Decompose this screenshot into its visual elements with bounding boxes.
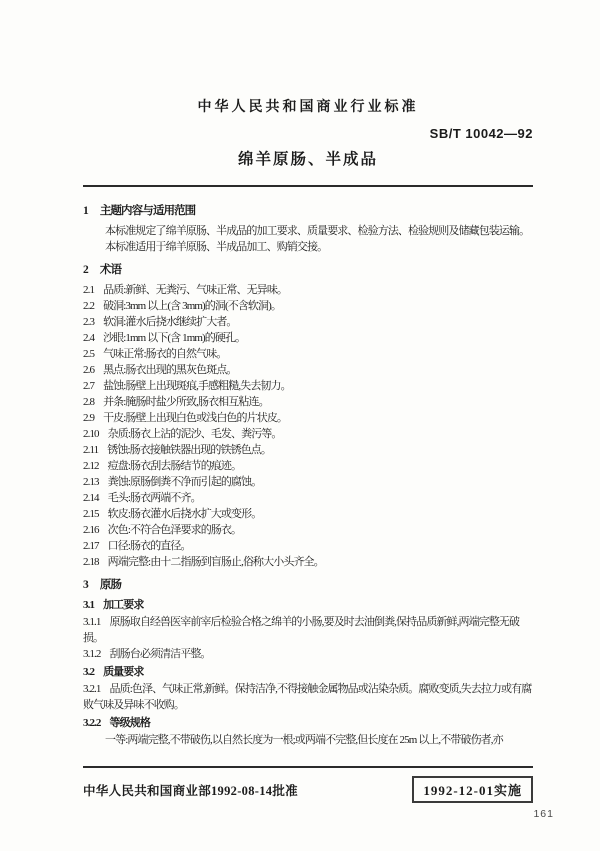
sub-heading [83,597,533,613]
clause-number: 2.7 [83,380,95,392]
clause-text: 原肠取自经兽医宰前宰后检验合格之绵羊的小肠,要及时去油倒粪,保持品质新鲜,两端完整无破损。 [83,616,520,644]
clause-text: 一等:两端完整,不带破伤,以自然长度为一根;或两端不完整,但长度在 25m 以上,不带破伤者,亦 [105,734,503,746]
clause-line [83,330,533,346]
clause-number: 2.15 [83,508,99,520]
clause-line [83,298,533,314]
clause-line [83,282,533,298]
clause-text: 气味正常:肠衣的自然气味。 [103,348,227,360]
clause-line [83,474,533,490]
clause-text: 软皮:肠衣灌水后挠水扩大或变形。 [107,508,262,520]
clause-text: 破洞:3mm 以上(含 3mm)的洞(不含软洞)。 [103,300,281,312]
clause-text: 锈蚀:肠衣接触铁器出现的铁锈色点。 [107,444,272,456]
clause-number: 2.1 [83,284,95,296]
document-body [83,203,533,748]
clause-line [83,314,533,330]
clause-number: 2.6 [83,364,95,376]
paragraph [83,732,533,748]
clause-text: 并条:腌肠时盐少所致,肠衣相互粘连。 [103,396,269,408]
clause-text: 干皮:肠壁上出现白色或浅白色的片状皮。 [103,412,288,424]
clause-text: 本标准规定了绵羊原肠、半成品的加工要求、质量要求、检验方法、检验规则及储藏包装运输。 [105,225,530,237]
section-heading [83,577,533,593]
clause-number: 2.11 [83,444,99,456]
approval-note: 中华人民共和国商业部1992-08-14批准 [83,783,298,798]
page-number: 161 [533,808,554,820]
clause-text: 口径:肠衣的直径。 [107,540,191,552]
clause-number: 2.17 [83,540,99,552]
clause-text: 黑点:肠衣出现的黑灰色斑点。 [103,364,237,376]
clause-number: 3.1.1 [83,616,101,628]
clause-number: 2.10 [83,428,99,440]
clause-line [83,554,533,570]
clause-text: 粪蚀:原肠倒粪不净而引起的腐蚀。 [107,476,262,488]
clause-number: 2.5 [83,348,95,360]
clause-text: 痘盘:肠衣刮去肠结节的痕迹。 [107,460,242,472]
section-heading [83,203,533,219]
clause-number: 2.18 [83,556,99,568]
clause-text: 术语 [99,264,122,276]
clause-line [83,362,533,378]
clause-text: 等级规格 [109,717,150,729]
clause-line [83,538,533,554]
clause-line [83,442,533,458]
clause-number: 2.9 [83,412,95,424]
clause-text: 原肠 [99,579,122,591]
clause-line [83,394,533,410]
sub-heading [83,664,533,680]
clause-text: 次色:不符合色泽要求的肠衣。 [107,524,242,536]
clause-text: 品质:新鲜、无粪污、气味正常、无异味。 [103,284,288,296]
clause-line [83,378,533,394]
clause-number: 2.3 [83,316,95,328]
clause-text: 刮肠台必须清洁平整。 [109,648,211,660]
clause-line [83,410,533,426]
clause-text: 盐蚀:肠壁上出现斑痕,手感粗糙,失去韧力。 [103,380,291,392]
clause-text: 沙眼:1mm 以下(含 1mm)的硬孔。 [103,332,246,344]
clause-text: 主题内容与适用范围 [99,205,196,217]
clause-number: 2.2 [83,300,95,312]
clause-text: 质量要求 [103,666,144,678]
clause-number: 2.4 [83,332,95,344]
clause-line [83,506,533,522]
clause-number: 3.2 [83,666,95,678]
sub-heading [83,715,533,731]
section-heading [83,262,533,278]
clause-number: 3 [83,579,88,591]
paragraph [83,223,533,239]
clause-number: 3.2.2 [83,717,101,729]
standard-number: SB/T 10042—92 [429,126,533,141]
clause-number: 2.14 [83,492,99,504]
clause-text: 杂质:肠衣上沾的泥沙、毛发、粪污等。 [107,428,282,440]
clause-number: 2 [83,264,88,276]
clause-number: 2.8 [83,396,95,408]
clause-line [83,426,533,442]
clause-number: 2.16 [83,524,99,536]
header-divider [83,185,533,187]
paragraph [83,239,533,255]
clause-text: 本标准适用于绵羊原肠、半成品加工、购销交接。 [105,241,328,253]
clause-line [83,614,533,646]
clause-text: 加工要求 [103,599,144,611]
clause-number: 2.12 [83,460,99,472]
clause-text: 软洞:灌水后挠水继续扩大者。 [103,316,237,328]
clause-line [83,490,533,506]
clause-line [83,681,533,713]
clause-line [83,346,533,362]
clause-line [83,646,533,662]
clause-number: 3.2.1 [83,683,101,695]
clause-line [83,458,533,474]
clause-number: 1 [83,205,88,217]
clause-number: 2.13 [83,476,99,488]
standard-type-heading: 中华人民共和国商业行业标准 [197,100,419,115]
clause-text: 品质:色泽、气味正常,新鲜。保持洁净,不得接触金属物品或沾染杂质。腐败变质,失去拉力或有腐败气味及异味不收购。 [83,683,532,711]
clause-text: 两端完整:由十二指肠到盲肠止,俗称大小头齐全。 [107,556,324,568]
implementation-date-box: 1992-12-01实施 [412,776,533,803]
clause-number: 3.1.2 [83,648,101,660]
clause-line [83,522,533,538]
document-footer [83,766,533,803]
clause-text: 毛头:肠衣两端不齐。 [107,492,201,504]
clause-number: 3.1 [83,599,95,611]
document-title: 绵羊原肠、半成品 [237,151,378,168]
